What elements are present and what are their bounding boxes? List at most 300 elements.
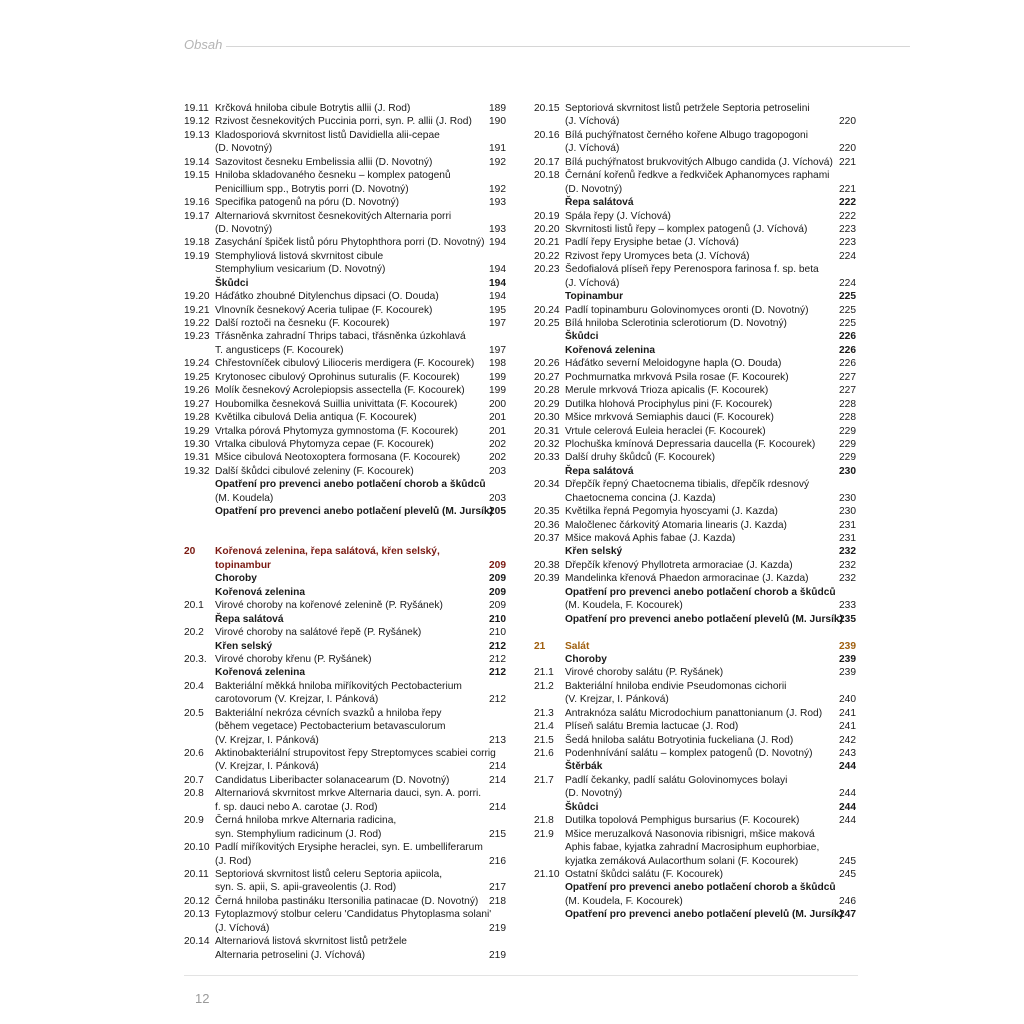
toc-entry xyxy=(534,828,856,841)
entry-page: 221 xyxy=(839,156,856,168)
entry-number: 20.14 xyxy=(184,936,210,948)
toc-entry xyxy=(534,411,856,424)
entry-title: (J. Víchová) xyxy=(565,277,620,289)
entry-title: Mšice mrkvová Semiaphis dauci (F. Kocourek) xyxy=(565,412,774,424)
entry-title: Opatření pro prevenci anebo potlačení plevelů (M. Jursík) xyxy=(565,613,843,625)
toc-chapter-row xyxy=(184,559,506,572)
toc-entry xyxy=(534,250,856,263)
toc-entry xyxy=(534,747,856,760)
toc-entry xyxy=(184,290,506,303)
toc-entry xyxy=(184,425,506,438)
toc-entry xyxy=(184,142,506,155)
entry-title: Padlí čekanky, padlí salátu Golovinomyces bolayi xyxy=(565,774,788,786)
entry-title: Choroby xyxy=(565,653,607,665)
entry-title: Chřestovníček cibulový Lilioceris merdigera (F. Kocourek) xyxy=(215,358,475,370)
entry-page: 190 xyxy=(489,116,506,128)
entry-number: 19.29 xyxy=(184,425,210,437)
entry-title: Řepa salátová xyxy=(215,613,284,625)
toc-entry xyxy=(534,478,856,491)
entry-page: 243 xyxy=(839,748,856,759)
toc-entry xyxy=(184,814,506,827)
entry-number: 19.18 xyxy=(184,237,210,249)
entry-page: 212 xyxy=(489,694,506,706)
toc-entry xyxy=(184,693,506,706)
entry-page: 230 xyxy=(839,492,856,504)
toc-entry xyxy=(184,895,506,908)
entry-title: f. sp. dauci nebo A. carotae (J. Rod) xyxy=(215,801,378,813)
entry-page: 195 xyxy=(489,304,506,316)
entry-title: (J. Víchová) xyxy=(565,143,620,155)
toc-entry xyxy=(184,411,506,424)
entry-page: 222 xyxy=(839,210,856,222)
entry-number: 20.10 xyxy=(184,842,210,854)
entry-page: 226 xyxy=(839,331,856,343)
entry-title: Podenhnívání salátu – komplex patogenů (D. Novotný) xyxy=(565,748,813,759)
toc-entry xyxy=(534,586,856,599)
entry-number: 20.12 xyxy=(184,895,210,907)
entry-title: (V. Krejzar, I. Pánková) xyxy=(215,734,319,746)
toc-entry xyxy=(534,868,856,881)
entry-number: 21.9 xyxy=(534,828,554,840)
toc-entry xyxy=(184,438,506,451)
entry-number: 20.22 xyxy=(534,250,560,262)
entry-number: 19.32 xyxy=(184,465,210,477)
toc-entry xyxy=(534,653,856,666)
entry-page: 240 xyxy=(839,694,856,706)
entry-page: 210 xyxy=(489,627,506,639)
toc-entry xyxy=(184,734,506,747)
entry-title: Květilka řepná Pegomyia hyoscyami (J. Kazda) xyxy=(565,506,778,518)
toc-entry xyxy=(184,398,506,411)
entry-page: 224 xyxy=(839,250,856,262)
entry-title: kyjatka zemáková Aulacorthum solani (F. Kocourek) xyxy=(565,855,799,867)
entry-page: 225 xyxy=(839,304,856,316)
entry-page: 230 xyxy=(839,506,856,518)
entry-title: (M. Koudela, F. Kocourek) xyxy=(565,600,683,612)
entry-title: Kořenová zelenina xyxy=(565,344,656,356)
entry-page: 231 xyxy=(839,533,856,544)
toc-entry xyxy=(534,156,856,169)
entry-title: Bílá hniloba Sclerotinia sclerotiorum (D. Novotný) xyxy=(565,318,787,329)
toc-entry xyxy=(184,183,506,196)
entry-title: Krčková hniloba cibule Botrytis allii (J. Rod) xyxy=(215,103,411,114)
toc-entry xyxy=(184,868,506,881)
entry-number: 20.6 xyxy=(184,748,204,759)
entry-number: 19.31 xyxy=(184,452,210,464)
entry-title: Opatření pro prevenci anebo potlačení plevelů (M. Jursík) xyxy=(215,506,493,518)
entry-title: Květilka cibulová Delia antiqua (F. Kocourek) xyxy=(215,412,417,424)
entry-page: 228 xyxy=(839,398,856,410)
entry-title: Dutilka topolová Pemphigus bursarius (F. Kocourek) xyxy=(565,815,800,827)
entry-page: 230 xyxy=(839,465,856,477)
entry-number: 21 xyxy=(534,640,546,652)
toc-entry xyxy=(184,855,506,868)
entry-title: Rzivost česnekovitých Puccinia porri, syn. P. allii (J. Rod) xyxy=(215,116,472,128)
entry-title: (J. Víchová) xyxy=(565,116,620,128)
toc-entry xyxy=(534,330,856,343)
entry-number: 21.7 xyxy=(534,774,554,786)
toc-entry xyxy=(184,666,506,679)
toc-entry xyxy=(534,263,856,276)
entry-title: Opatření pro prevenci anebo potlačení plevelů (M. Jursík) xyxy=(565,909,843,921)
entry-title: Plíseň salátu Bremia lactucae (J. Rod) xyxy=(565,721,739,733)
entry-title: Krytonosec cibulový Oprohinus suturalis (F. Kocourek) xyxy=(215,371,460,383)
entry-page: 227 xyxy=(839,371,856,383)
entry-page: 197 xyxy=(489,344,506,356)
entry-page: 216 xyxy=(489,855,506,867)
entry-page: 209 xyxy=(489,573,506,585)
entry-title: (D. Novotný) xyxy=(215,143,273,155)
toc-entry xyxy=(534,371,856,384)
toc-entry xyxy=(184,304,506,317)
entry-page: 193 xyxy=(489,223,506,235)
entry-title: Háďátko zhoubné Ditylenchus dipsaci (O. Douda) xyxy=(215,291,439,303)
entry-title: Šedá hniloba salátu Botryotinia fuckeliana (J. Rod) xyxy=(565,734,794,746)
toc-entry xyxy=(184,317,506,330)
toc-entry xyxy=(534,613,856,626)
entry-number: 19.27 xyxy=(184,398,210,410)
entry-page: 217 xyxy=(489,882,506,894)
entry-page: 239 xyxy=(839,640,856,652)
entry-number: 19.12 xyxy=(184,116,210,128)
toc-entry xyxy=(184,102,506,115)
toc-entry xyxy=(184,505,506,518)
entry-number: 20.18 xyxy=(534,170,560,182)
entry-number: 21.3 xyxy=(534,707,554,719)
entry-page: 225 xyxy=(839,291,856,303)
entry-title: Opatření pro prevenci anebo potlačení chorob a škůdců xyxy=(565,586,836,598)
entry-number: 19.21 xyxy=(184,304,210,316)
entry-page: 220 xyxy=(839,116,856,128)
entry-number: 20.27 xyxy=(534,371,560,383)
toc-entry xyxy=(184,223,506,236)
entry-number: 20.24 xyxy=(534,304,560,316)
entry-page: 214 xyxy=(489,801,506,813)
toc-entry xyxy=(534,787,856,800)
toc-entry xyxy=(184,115,506,128)
entry-number: 19.26 xyxy=(184,385,210,397)
entry-title: Candidatus Liberibacter solanacearum (D. Novotný) xyxy=(215,774,450,786)
entry-page: 197 xyxy=(489,318,506,329)
toc-entry xyxy=(534,169,856,182)
entry-title: Mšice meruzalková Nasonovia ribisnigri, mšice maková xyxy=(565,828,815,840)
entry-number: 19.17 xyxy=(184,210,210,222)
entry-title: Alternariová skvrnitost mrkve Alternaria dauci, syn. A. porri. xyxy=(215,788,482,800)
entry-number: 21.4 xyxy=(534,721,554,733)
entry-number: 20.38 xyxy=(534,559,560,571)
entry-title: Specifika patogenů na póru (D. Novotný) xyxy=(215,197,400,209)
entry-title: Štěrbák xyxy=(565,761,603,773)
entry-number: 19.15 xyxy=(184,170,210,182)
toc-entry xyxy=(184,707,506,720)
toc-entry xyxy=(534,760,856,773)
entry-page: 194 xyxy=(489,277,506,289)
entry-title: Škůdci xyxy=(215,277,249,289)
entry-page: 229 xyxy=(839,425,856,437)
entry-number: 20.2 xyxy=(184,627,204,639)
entry-title: topinambur xyxy=(215,559,272,571)
entry-title: Chaetocnema concina (J. Kazda) xyxy=(565,492,716,504)
entry-number: 20.5 xyxy=(184,707,204,719)
entry-page: 189 xyxy=(489,103,506,114)
entry-title: Bakteriální měkká hniloba miříkovitých Pectobacterium xyxy=(215,680,462,692)
entry-title: carotovorum (V. Krejzar, I. Pánková) xyxy=(215,694,379,706)
entry-title: (D. Novotný) xyxy=(215,223,273,235)
entry-page: 228 xyxy=(839,412,856,424)
entry-number: 20.11 xyxy=(184,868,209,880)
entry-title: Septoriová skvrnitost listů petržele Septoria petroselini xyxy=(565,103,810,114)
entry-title: Molík česnekový Acrolepiopsis assectella (F. Kocourek) xyxy=(215,385,465,397)
entry-number: 20.35 xyxy=(534,506,560,518)
toc-entry xyxy=(534,290,856,303)
entry-page: 214 xyxy=(489,761,506,773)
toc-entry xyxy=(184,760,506,773)
toc-entry xyxy=(534,304,856,317)
entry-page: 245 xyxy=(839,868,856,880)
toc-entry xyxy=(184,720,506,733)
entry-title: Choroby xyxy=(215,573,257,585)
toc-entry xyxy=(534,344,856,357)
entry-number: 20.39 xyxy=(534,573,560,585)
toc-entry xyxy=(184,465,506,478)
entry-title: Další škůdci cibulové zeleniny (F. Kocourek) xyxy=(215,465,414,477)
entry-title: T. angusticeps (F. Kocourek) xyxy=(215,344,344,356)
toc-entry xyxy=(184,492,506,505)
header-divider xyxy=(226,46,910,47)
entry-page: 202 xyxy=(489,438,506,450)
entry-number: 20.17 xyxy=(534,156,560,168)
toc-entry xyxy=(534,666,856,679)
entry-title: Třásněnka zahradní Thrips tabaci, třásněnka úzkohlavá xyxy=(215,331,466,343)
entry-title: Mandelinka křenová Phaedon armoracinae (J. Kazda) xyxy=(565,573,809,585)
toc-entry xyxy=(534,895,856,908)
toc-entry xyxy=(534,465,856,478)
entry-page: 209 xyxy=(489,586,506,598)
toc-entry xyxy=(184,156,506,169)
entry-number: 20.9 xyxy=(184,815,204,827)
toc-entry xyxy=(534,707,856,720)
entry-page: 221 xyxy=(839,183,856,195)
entry-page: 246 xyxy=(839,895,856,907)
toc-entry xyxy=(184,881,506,894)
entry-page: 229 xyxy=(839,438,856,450)
entry-page: 203 xyxy=(489,492,506,504)
entry-title: Virové choroby salátu (P. Ryšánek) xyxy=(565,667,724,679)
toc-right-column xyxy=(534,102,856,922)
toc-entry xyxy=(534,519,856,532)
entry-page: 214 xyxy=(489,774,506,786)
toc-entry xyxy=(534,545,856,558)
toc-entry xyxy=(534,384,856,397)
entry-title: Plochuška kmínová Depressaria daucella (F. Kocourek) xyxy=(565,438,816,450)
entry-number: 19.28 xyxy=(184,412,210,424)
entry-page: 227 xyxy=(839,385,856,397)
entry-title: (D. Novotný) xyxy=(565,788,623,800)
toc-entry xyxy=(534,357,856,370)
entry-number: 20.19 xyxy=(534,210,560,222)
entry-title: Rzivost řepy Uromyces beta (J. Víchová) xyxy=(565,250,750,262)
entry-number: 20.13 xyxy=(184,909,210,921)
toc-entry xyxy=(534,223,856,236)
footer-divider xyxy=(184,975,858,976)
entry-page: 226 xyxy=(839,358,856,370)
entry-title: Dřepčík řepný Chaetocnema tibialis, dřepčík rdesnový xyxy=(565,479,810,491)
toc-entry xyxy=(184,210,506,223)
entry-title: (M. Koudela) xyxy=(215,492,274,504)
toc-left-column xyxy=(184,102,506,962)
entry-page: 194 xyxy=(489,264,506,276)
toc-entry xyxy=(184,935,506,948)
entry-page: 226 xyxy=(839,344,856,356)
entry-title: (V. Krejzar, I. Pánková) xyxy=(215,761,319,773)
entry-page: 242 xyxy=(839,734,856,746)
entry-page: 225 xyxy=(839,318,856,329)
entry-title: Vrtule celerová Euleia heraclei (F. Kocourek) xyxy=(565,425,766,437)
entry-title: Padlí topinamburu Golovinomyces oronti (D. Novotný) xyxy=(565,304,809,316)
entry-title: Černá hniloba mrkve Alternaria radicina, xyxy=(215,815,397,827)
entry-page: 192 xyxy=(489,156,506,168)
toc-entry xyxy=(534,317,856,330)
entry-number: 21.1 xyxy=(534,667,554,679)
toc-entry xyxy=(534,680,856,693)
entry-title: Virové choroby křenu (P. Ryšánek) xyxy=(215,653,372,665)
toc-entry xyxy=(184,613,506,626)
entry-page: 192 xyxy=(489,183,506,195)
entry-page: 223 xyxy=(839,237,856,249)
toc-entry xyxy=(184,680,506,693)
entry-page: 235 xyxy=(839,613,856,625)
toc-entry xyxy=(184,250,506,263)
toc-entry xyxy=(534,559,856,572)
toc-entry xyxy=(184,330,506,343)
entry-page: 218 xyxy=(489,895,506,907)
entry-title: Antraknóza salátu Microdochium panattonianum (J. Rod) xyxy=(565,707,823,719)
entry-title: Dutilka hlohová Prociphylus pini (F. Kocourek) xyxy=(565,398,773,410)
entry-title: Kladosporiová skvrnitost listů Davidiella alii-cepae xyxy=(215,129,440,141)
toc-entry xyxy=(534,196,856,209)
toc-entry xyxy=(184,908,506,921)
entry-title: Škůdci xyxy=(565,801,599,813)
entry-number: 19.25 xyxy=(184,371,210,383)
entry-number: 19.24 xyxy=(184,358,210,370)
entry-title: Bílá puchýřnatost brukvovitých Albugo candida (J. Víchová) xyxy=(565,156,833,168)
entry-page: 219 xyxy=(489,922,506,934)
toc-entry xyxy=(534,505,856,518)
entry-title: Septoriová skvrnitost listů celeru Septoria apiicola, xyxy=(215,868,443,880)
entry-number: 19.16 xyxy=(184,197,210,209)
entry-title: Vlnovník česnekový Aceria tulipae (F. Kocourek) xyxy=(215,304,433,316)
toc-entry xyxy=(184,586,506,599)
entry-page: 220 xyxy=(839,143,856,155)
toc-entry xyxy=(534,693,856,706)
toc-entry xyxy=(184,922,506,935)
entry-title: (během vegetace) Pectobacterium betavasculorum xyxy=(215,721,446,733)
toc-entry xyxy=(184,169,506,182)
entry-number: 19.22 xyxy=(184,318,210,329)
entry-title: Pochmurnatka mrkvová Psila rosae (F. Kocourek) xyxy=(565,371,789,383)
entry-number: 20.32 xyxy=(534,438,560,450)
entry-title: Stemphyliová listová skvrnitost cibule xyxy=(215,250,384,262)
entry-title: Černání kořenů ředkve a ředkviček Aphanomyces raphami xyxy=(565,170,830,182)
entry-title: Penicillium spp., Botrytis porri (D. Novotný) xyxy=(215,183,409,195)
toc-entry xyxy=(184,451,506,464)
entry-page: 239 xyxy=(839,667,856,679)
toc-spacer xyxy=(534,626,856,639)
entry-page: 215 xyxy=(489,828,506,840)
entry-page: 199 xyxy=(489,385,506,397)
toc-entry xyxy=(534,734,856,747)
entry-page: 209 xyxy=(489,559,506,571)
entry-title: Mšice maková Aphis fabae (J. Kazda) xyxy=(565,533,736,544)
toc-spacer xyxy=(184,532,506,545)
entry-number: 20.15 xyxy=(534,103,560,114)
toc-entry xyxy=(184,357,506,370)
entry-title: Salát xyxy=(565,640,590,652)
entry-title: (J. Víchová) xyxy=(215,922,270,934)
toc-chapter-row xyxy=(534,640,856,653)
entry-title: Bakteriální hniloba endivie Pseudomonas cichorii xyxy=(565,680,787,692)
entry-number: 21.5 xyxy=(534,734,554,746)
entry-title: (M. Koudela, F. Kocourek) xyxy=(565,895,683,907)
entry-title: Alternaria petroselini (J. Víchová) xyxy=(215,949,366,961)
entry-title: Fytoplazmový stolbur celeru 'Candidatus Phytoplasma solani' xyxy=(215,909,492,921)
entry-title: Topinambur xyxy=(565,291,624,303)
entry-title: Další roztoči na česneku (F. Kocourek) xyxy=(215,318,390,329)
entry-page: 231 xyxy=(839,519,856,531)
toc-entry xyxy=(534,801,856,814)
entry-number: 19.19 xyxy=(184,250,210,262)
entry-title: Aphis fabae, kyjatka zahradní Macrosiphum euphorbiae, xyxy=(565,842,820,854)
entry-number: 20.36 xyxy=(534,519,560,531)
entry-number: 20.26 xyxy=(534,358,560,370)
entry-title: Padlí miříkovitých Erysiphe heraclei, syn. E. umbelliferarum xyxy=(215,842,483,854)
toc-chapter-row xyxy=(184,545,506,558)
entry-title: Škůdci xyxy=(565,331,599,343)
entry-number: 21.2 xyxy=(534,680,554,692)
entry-page: 241 xyxy=(839,707,856,719)
toc-entry xyxy=(184,599,506,612)
entry-number: 21.8 xyxy=(534,815,554,827)
entry-number: 19.23 xyxy=(184,331,210,343)
toc-entry xyxy=(184,344,506,357)
entry-title: Křen selský xyxy=(565,546,623,558)
toc-entry xyxy=(184,653,506,666)
entry-page: 223 xyxy=(839,223,856,235)
entry-title: Houbomilka česneková Suillia univittata (F. Kocourek) xyxy=(215,398,458,410)
entry-number: 20.16 xyxy=(534,129,560,141)
entry-title: Šedofialová plíseň řepy Perenospora farinosa f. sp. beta xyxy=(565,264,819,276)
toc-entry xyxy=(184,787,506,800)
entry-title: Alternariová skvrnitost česnekovitých Alternaria porri xyxy=(215,210,452,222)
entry-title: Spála řepy (J. Víchová) xyxy=(565,210,671,222)
entry-page: 219 xyxy=(489,949,506,961)
entry-page: 212 xyxy=(489,667,506,679)
entry-number: 19.13 xyxy=(184,129,210,141)
entry-title: Opatření pro prevenci anebo potlačení chorob a škůdců xyxy=(565,882,836,894)
entry-page: 244 xyxy=(839,788,856,800)
toc-entry xyxy=(184,949,506,962)
entry-number: 20.21 xyxy=(534,237,560,249)
entry-title: Mšice cibulová Neotoxoptera formosana (F. Kocourek) xyxy=(215,452,461,464)
entry-title: Skvrnitosti listů řepy – komplex patogenů (J. Víchová) xyxy=(565,223,808,235)
entry-page: 213 xyxy=(489,734,506,746)
entry-number: 20 xyxy=(184,546,196,558)
toc-entry xyxy=(534,277,856,290)
entry-page: 224 xyxy=(839,277,856,289)
entry-page: 201 xyxy=(489,425,506,437)
entry-title: Vrtalka cibulová Phytomyza cepae (F. Kocourek) xyxy=(215,438,434,450)
entry-number: 19.30 xyxy=(184,438,210,450)
